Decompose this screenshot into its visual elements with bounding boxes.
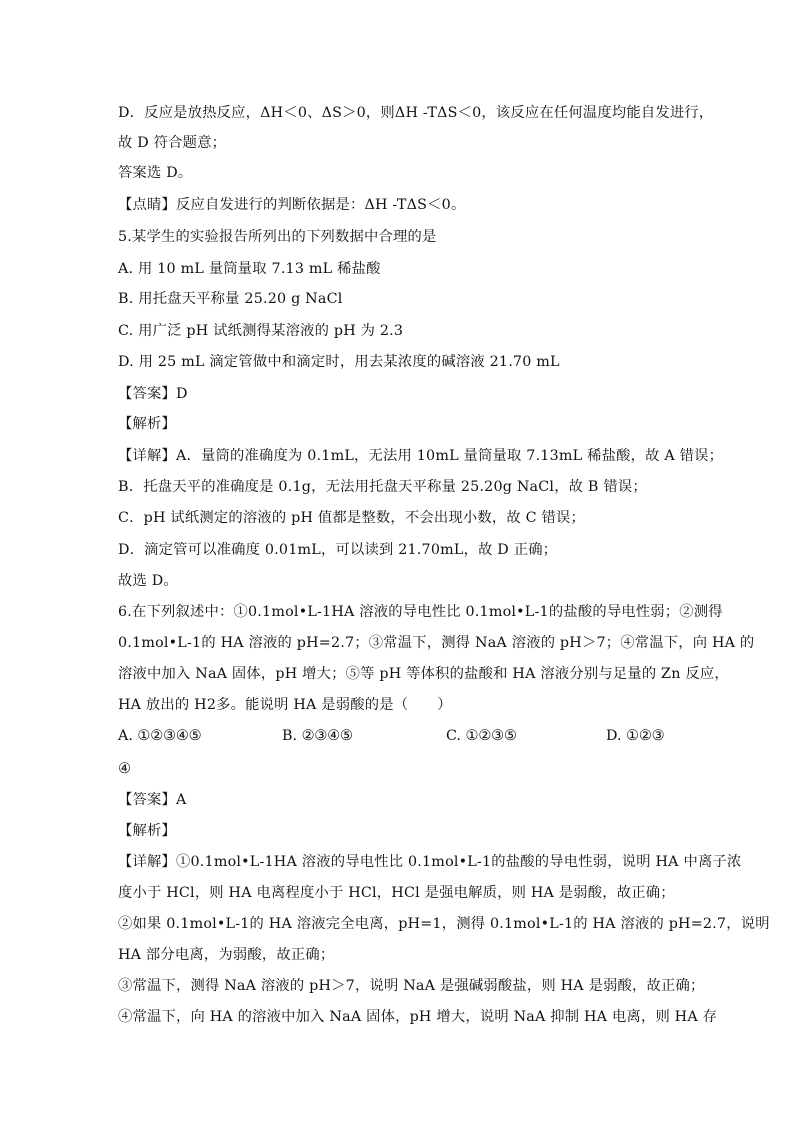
question-6-stem: HA 放出的 H2多。能说明 HA 是弱酸的是（ ） xyxy=(118,697,452,713)
explanation-line: 度小于 HCl，则 HA 电离程度小于 HCl，HCl 是强电解质，则 HA 是弱酸，故正确； xyxy=(118,885,675,901)
answer-label: 【答案】D xyxy=(118,386,188,402)
explanation-line: ②如果 0.1mol•L-1的 HA 溶液完全电离，pH=1，测得 0.1mol•L-1的 HA 溶液的 pH=2.7，说明 xyxy=(118,916,770,932)
question-6-stem: 溶液中加入 NaA 固体，pH 增大；⑤等 pH 等体积的盐酸和 HA 溶液分别与足量的 Zn 反应， xyxy=(118,666,729,682)
q6-options xyxy=(118,728,678,748)
question-6-stem: 0.1mol•L-1的 HA 溶液的 pH=2.7；③常温下，测得 NaA 溶液的 pH＞7；④常温下，向 HA 的 xyxy=(118,635,755,651)
explanation-line: HA 部分电离，为弱酸，故正确； xyxy=(118,947,335,963)
q6-option-d-wrap: ④ xyxy=(118,761,132,777)
q6-option-c: C. ①②③⑤ xyxy=(446,728,517,744)
explanation-line: B．托盘天平的准确度是 0.1g，无法用托盘天平称量 25.20g NaCl，故 B 错误； xyxy=(118,479,647,495)
answer-label: 【答案】A xyxy=(118,792,187,808)
text-line: D．反应是放热反应，ΔH＜0、ΔS＞0，则ΔH -TΔS＜0，该反应在任何温度均能自发进行， xyxy=(118,105,714,121)
question-6-stem: 6.在下列叙述中：①0.1mol•L-1HA 溶液的导电性比 0.1mol•L-1的盐酸的导电性弱；②测得 xyxy=(118,604,723,620)
q5-option-a: A. 用 10 mL 量筒量取 7.13 mL 稀盐酸 xyxy=(118,261,381,277)
q5-option-b: B. 用托盘天平称量 25.20 g NaCl xyxy=(118,291,343,307)
text-line: 故 D 符合题意； xyxy=(118,135,227,151)
q5-option-d: D. 用 25 mL 滴定管做中和滴定时，用去某浓度的碱溶液 21.70 mL xyxy=(118,354,560,370)
question-5-stem: 5.某学生的实验报告所列出的下列数据中合理的是 xyxy=(118,229,437,245)
q6-option-d: D. ①②③ xyxy=(606,728,665,744)
analysis-label: 【解析】 xyxy=(118,823,176,839)
explanation-line: ④常温下，向 HA 的溶液中加入 NaA 固体，pH 增大，说明 NaA 抑制 HA 电离，则 HA 存 xyxy=(118,1009,718,1025)
tip-line: 【点睛】反应自发进行的判断依据是：ΔH -TΔS＜0。 xyxy=(118,197,466,213)
explanation-line: D．滴定管可以准确度 0.01mL，可以读到 21.70mL，故 D 正确； xyxy=(118,542,558,558)
q5-option-c: C. 用广泛 pH 试纸测得某溶液的 pH 为 2.3 xyxy=(118,323,404,339)
explanation-line: ③常温下，测得 NaA 溶液的 pH＞7，说明 NaA 是强碱弱酸盐，则 HA 是弱酸，故正确； xyxy=(118,978,705,994)
q6-option-b: B. ②③④⑤ xyxy=(282,728,353,744)
explanation-line: C．pH 试纸测定的溶液的 pH 值都是整数，不会出现小数，故 C 错误； xyxy=(118,510,585,526)
text-line: 答案选 D。 xyxy=(118,165,193,181)
explanation-line: 【详解】①0.1mol•L-1HA 溶液的导电性比 0.1mol•L-1的盐酸的导电性弱，说明 HA 中离子浓 xyxy=(118,854,742,870)
q6-option-a: A. ①②③④⑤ xyxy=(118,728,202,744)
explanation-line: 【详解】A．量筒的准确度为 0.1mL，无法用 10mL 量筒量取 7.13mL 稀盐酸，故 A 错误； xyxy=(118,448,724,464)
analysis-label: 【解析】 xyxy=(118,416,176,432)
conclusion-line: 故选 D。 xyxy=(118,573,178,589)
